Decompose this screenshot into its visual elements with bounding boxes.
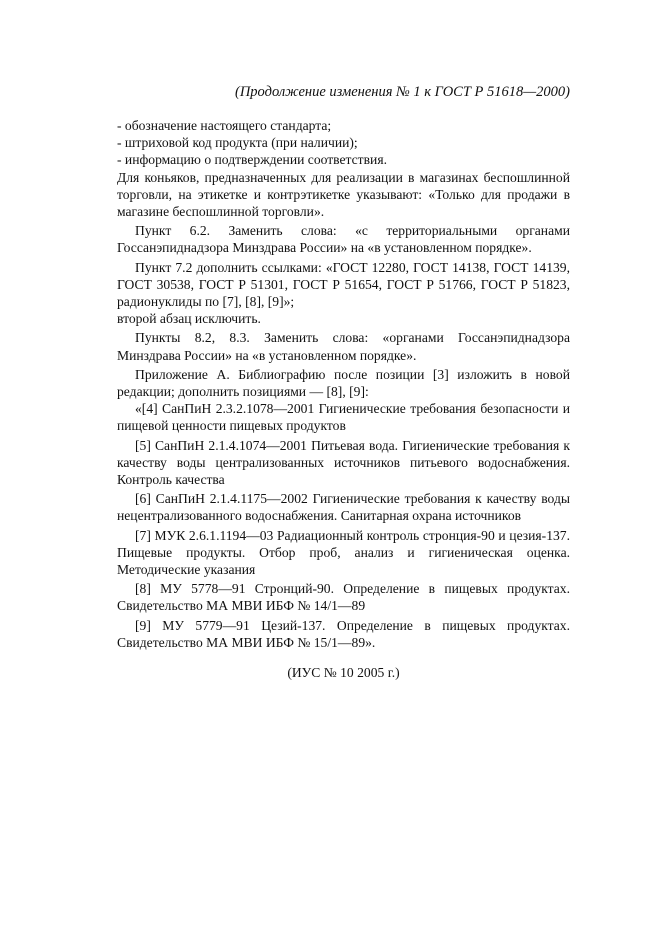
bibliography-entry-5: [5] СанПиН 2.1.4.1074—2001 Питьевая вода. Гигиенические требования к качеству воды централизованных источников питьевого водоснабжения. Контроль качества: [117, 437, 570, 488]
ius-reference: (ИУС № 10 2005 г.): [287, 665, 400, 681]
paragraph-duty-free: Для коньяков, предназначенных для реализации в магазинах беспошлинной торговли, на этикетке и контрэтикетке указывают: «Только для продажи в магазине беспошлинной торговли».: [117, 169, 570, 220]
list-item-standard-designation: - обозначение настоящего стандарта;: [117, 118, 332, 133]
running-header: (Продолжение изменения № 1 к ГОСТ Р 51618—2000): [235, 84, 570, 100]
list-item-conformity: - информацию о подтверждении соответствия.: [117, 152, 387, 168]
paragraph-delete-second: второй абзац исключить.: [117, 311, 261, 327]
paragraph-appendix-a: Приложение А. Библиографию после позиции [3] изложить в новой редакции; дополнить позициями — [8], [9]:: [117, 366, 570, 400]
list-item-barcode: - штриховой код продукта (при наличии);: [117, 135, 358, 151]
paragraph-item-7-2: Пункт 7.2 дополнить ссылками: «ГОСТ 12280, ГОСТ 14138, ГОСТ 14139, ГОСТ 30538, ГОСТ Р 51301, ГОСТ Р 51654, ГОСТ Р 51766, ГОСТ Р 51823, радионуклиды по [7], [8], [9]»;: [117, 259, 570, 310]
paragraph-items-8-2-8-3: Пункты 8.2, 8.3. Заменить слова: «органами Госсанэпиднадзора Минздрава России» на «в установленном порядке».: [117, 330, 570, 363]
bibliography-entry-4: «[4] СанПиН 2.3.2.1078—2001 Гигиенические требования безопасности и пищевой ценности пищевых продуктов: [117, 401, 570, 434]
paragraph-item-6-2: Пункт 6.2. Заменить слова: «с территориальными органами Госсанэпиднадзора Минздрава России» на «в установленном порядке».: [117, 223, 570, 256]
document-body: [117, 117, 570, 681]
bibliography-entry-8: [8] МУ 5778—91 Стронций-90. Определение в пищевых продуктах. Свидетельство МА МВИ ИБФ № 14/1—89: [117, 581, 570, 614]
bibliography-entry-7: [7] МУК 2.6.1.1194—03 Радиационный контроль стронция-90 и цезия-137. Пищевые продукты. Отбор проб, анализ и гигиеническая оценка. Методические указания: [117, 527, 570, 578]
bibliography-entry-9: [9] МУ 5779—91 Цезий-137. Определение в пищевых продуктах. Свидетельство МА МВИ ИБФ № 15/1—89».: [117, 617, 570, 650]
bibliography-entry-6: [6] СанПиН 2.1.4.1175—2002 Гигиенические требования к качеству воды нецентрализованного водоснабжения. Санитарная охрана источников: [117, 491, 570, 524]
